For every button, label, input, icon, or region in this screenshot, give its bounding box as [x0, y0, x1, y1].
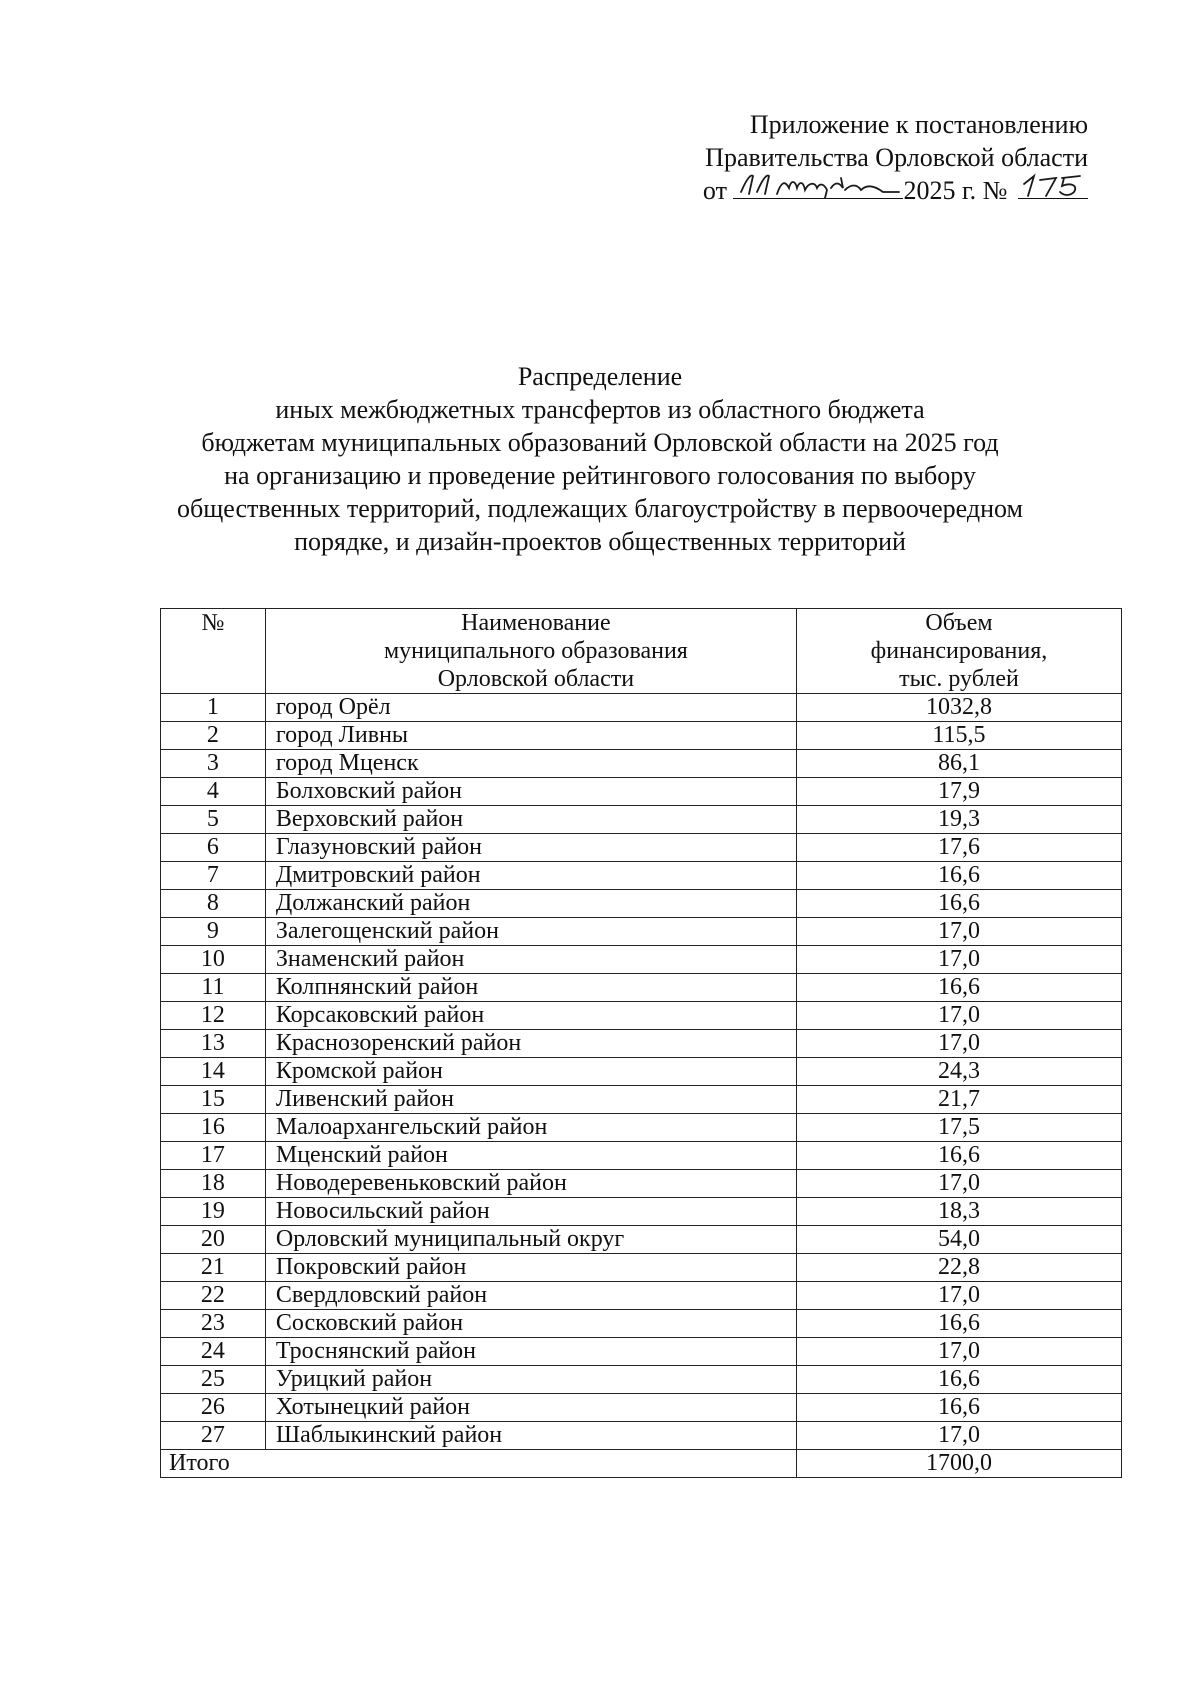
- table-row: [161, 1170, 1122, 1198]
- row-name: Сосковский район: [265, 1310, 796, 1338]
- row-name: Орловский муниципальный округ: [265, 1226, 796, 1254]
- row-name: Свердловский район: [265, 1282, 796, 1310]
- table-row: [161, 834, 1122, 862]
- row-value: 17,5: [796, 1114, 1121, 1142]
- table-row: [161, 1310, 1122, 1338]
- row-value: 16,6: [796, 862, 1121, 890]
- table-row: [161, 806, 1122, 834]
- row-value: 21,7: [796, 1086, 1121, 1114]
- table-row: [161, 750, 1122, 778]
- row-value: 17,0: [796, 1030, 1121, 1058]
- row-name: Верховский район: [265, 806, 796, 834]
- row-name: Урицкий район: [265, 1366, 796, 1394]
- annex-header: [703, 108, 1088, 207]
- row-value: 17,0: [796, 1282, 1121, 1310]
- row-value: 17,0: [796, 1338, 1121, 1366]
- row-value: 16,6: [796, 890, 1121, 918]
- row-name: Болховский район: [265, 778, 796, 806]
- row-value: 16,6: [796, 1394, 1121, 1422]
- row-value: 16,6: [796, 974, 1121, 1002]
- annex-line-1: Приложение к постановлению: [749, 110, 1088, 139]
- title-line: бюджетам муниципальных образований Орловской области на 2025 год: [201, 428, 999, 457]
- row-number: 18: [161, 1170, 266, 1198]
- row-number: 13: [161, 1030, 266, 1058]
- row-name: Новодеревеньковский район: [265, 1170, 796, 1198]
- row-value: 86,1: [796, 750, 1121, 778]
- row-number: 8: [161, 890, 266, 918]
- table-row: [161, 1282, 1122, 1310]
- row-value: 19,3: [796, 806, 1121, 834]
- title-line: на организацию и проведение рейтингового голосования по выбору: [224, 461, 976, 490]
- row-number: 10: [161, 946, 266, 974]
- annex-from-prefix: от: [702, 176, 727, 205]
- row-name: Краснозоренский район: [265, 1030, 796, 1058]
- title-line: иных межбюджетных трансфертов из областного бюджета: [275, 395, 925, 424]
- row-value: 17,0: [796, 1170, 1121, 1198]
- table-row: [161, 1338, 1122, 1366]
- row-name: Шаблыкинский район: [265, 1422, 796, 1450]
- table-row: [161, 1058, 1122, 1086]
- table-row: [161, 1226, 1122, 1254]
- row-value: 115,5: [796, 722, 1121, 750]
- row-value: 17,0: [796, 946, 1121, 974]
- row-value: 16,6: [796, 1366, 1121, 1394]
- handwritten-date-signature: [733, 174, 903, 199]
- row-name: Новосильский район: [265, 1198, 796, 1226]
- table-row: [161, 1366, 1122, 1394]
- row-number: 17: [161, 1142, 266, 1170]
- table-row: [161, 1030, 1122, 1058]
- row-value: 22,8: [796, 1254, 1121, 1282]
- table-header-row: [161, 609, 1122, 694]
- row-name: Колпнянский район: [265, 974, 796, 1002]
- row-number: 15: [161, 1086, 266, 1114]
- title-line: Распределение: [517, 362, 683, 391]
- table-row: [161, 862, 1122, 890]
- row-name: Мценский район: [265, 1142, 796, 1170]
- row-number: 12: [161, 1002, 266, 1030]
- row-value: 16,6: [796, 1310, 1121, 1338]
- row-value: 54,0: [796, 1226, 1121, 1254]
- row-number: 1: [161, 694, 266, 722]
- total-value: 1700,0: [796, 1450, 1121, 1478]
- row-name: Корсаковский район: [265, 1002, 796, 1030]
- distribution-table: [160, 608, 1122, 1478]
- annex-line-3: [703, 174, 1088, 207]
- row-value: 24,3: [796, 1058, 1121, 1086]
- table-row: [161, 1198, 1122, 1226]
- header-value: Объем финансирования, тыс. рублей: [796, 609, 1121, 694]
- row-value: 1032,8: [796, 694, 1121, 722]
- table-row: [161, 946, 1122, 974]
- table-body: [161, 694, 1122, 1450]
- row-number: 11: [161, 974, 266, 1002]
- table-row: [161, 918, 1122, 946]
- row-name: город Мценск: [265, 750, 796, 778]
- row-name: город Ливны: [265, 722, 796, 750]
- row-name: Дмитровский район: [265, 862, 796, 890]
- annex-year-text: 2025 г. №: [903, 176, 1008, 205]
- row-number: 25: [161, 1366, 266, 1394]
- table-row: [161, 778, 1122, 806]
- row-value: 17,9: [796, 778, 1121, 806]
- table-row: [161, 1114, 1122, 1142]
- row-number: 9: [161, 918, 266, 946]
- row-number: 7: [161, 862, 266, 890]
- row-number: 3: [161, 750, 266, 778]
- row-number: 23: [161, 1310, 266, 1338]
- table-row: [161, 974, 1122, 1002]
- title-line: порядке, и дизайн-проектов общественных территорий: [294, 527, 906, 556]
- row-value: 18,3: [796, 1198, 1121, 1226]
- row-number: 19: [161, 1198, 266, 1226]
- row-number: 20: [161, 1226, 266, 1254]
- row-number: 5: [161, 806, 266, 834]
- row-value: 17,0: [796, 918, 1121, 946]
- table-row: [161, 1142, 1122, 1170]
- row-value: 16,6: [796, 1142, 1121, 1170]
- table-row: [161, 1086, 1122, 1114]
- row-name: Хотынецкий район: [265, 1394, 796, 1422]
- row-name: Покровский район: [265, 1254, 796, 1282]
- row-number: 21: [161, 1254, 266, 1282]
- table-row: [161, 1394, 1122, 1422]
- handwritten-number-signature: [1018, 174, 1088, 199]
- table-row: [161, 1002, 1122, 1030]
- table-row: [161, 1422, 1122, 1450]
- total-row: [161, 1450, 1122, 1478]
- header-number: №: [161, 609, 266, 694]
- annex-line-2: Правительства Орловской области: [705, 143, 1088, 172]
- table-row: [161, 1254, 1122, 1282]
- table-row: [161, 890, 1122, 918]
- row-name: Знаменский район: [265, 946, 796, 974]
- row-name: город Орёл: [265, 694, 796, 722]
- row-value: 17,0: [796, 1002, 1121, 1030]
- title-line: общественных территорий, подлежащих благоустройству в первоочередном: [177, 494, 1023, 523]
- row-number: 14: [161, 1058, 266, 1086]
- table-row: [161, 694, 1122, 722]
- row-name: Глазуновский район: [265, 834, 796, 862]
- row-number: 22: [161, 1282, 266, 1310]
- row-number: 27: [161, 1422, 266, 1450]
- row-number: 24: [161, 1338, 266, 1366]
- row-number: 6: [161, 834, 266, 862]
- row-name: Троснянский район: [265, 1338, 796, 1366]
- header-name: Наименование муниципального образования Орловской области: [265, 609, 796, 694]
- row-name: Ливенский район: [265, 1086, 796, 1114]
- row-number: 26: [161, 1394, 266, 1422]
- row-number: 16: [161, 1114, 266, 1142]
- row-name: Залегощенский район: [265, 918, 796, 946]
- row-number: 4: [161, 778, 266, 806]
- row-number: 2: [161, 722, 266, 750]
- row-name: Малоархангельский район: [265, 1114, 796, 1142]
- row-value: 17,0: [796, 1422, 1121, 1450]
- total-label: Итого: [161, 1450, 797, 1478]
- row-name: Должанский район: [265, 890, 796, 918]
- row-value: 17,6: [796, 834, 1121, 862]
- row-name: Кромской район: [265, 1058, 796, 1086]
- table-row: [161, 722, 1122, 750]
- document-title: [0, 360, 1200, 558]
